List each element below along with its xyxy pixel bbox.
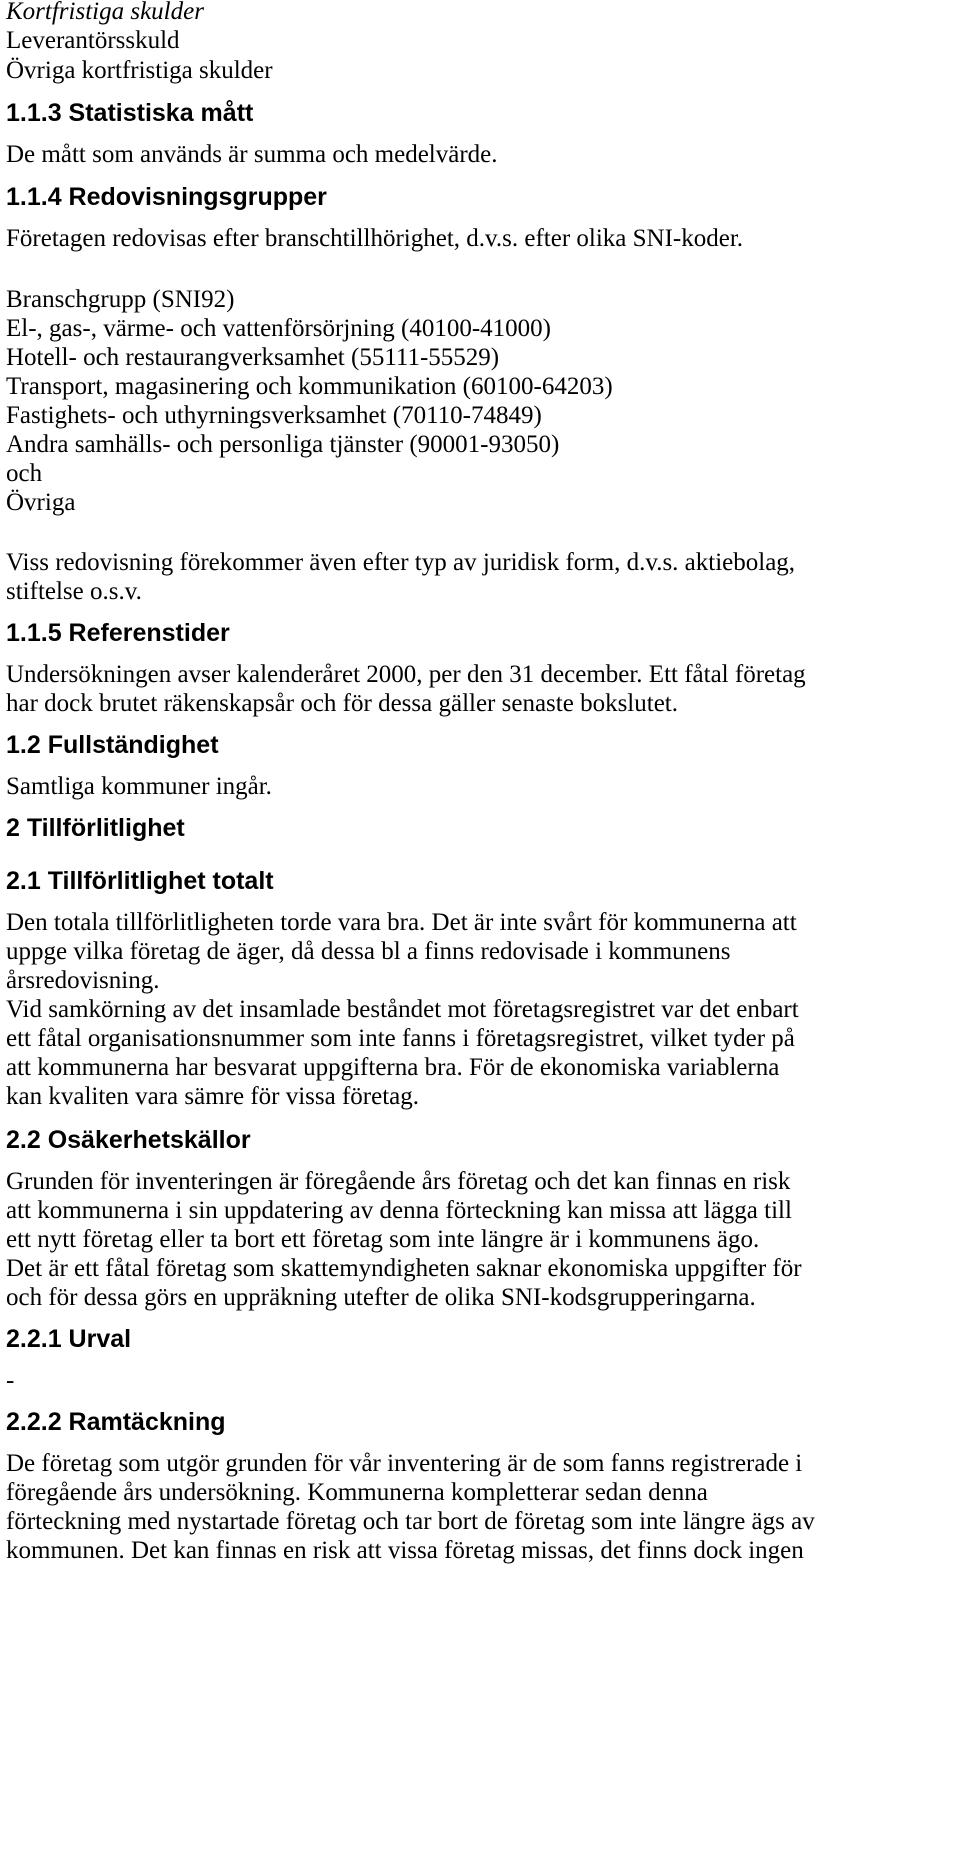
paragraph-line: och för dessa görs en uppräkning utefter de olika SNI-kodsgrupperingarna. (6, 1284, 756, 1311)
industry-group-line: Branschgrupp (SNI92) (6, 286, 235, 313)
paragraph-line: - (6, 1367, 15, 1394)
paragraph-line: årsredovisning. (6, 967, 160, 994)
paragraph-line: Vid samkörning av det insamlade beståndet mot företagsregistret var det enbart (6, 996, 799, 1023)
industry-group-line: och (6, 460, 43, 487)
paragraph-line: stiftelse o.s.v. (6, 578, 142, 605)
paragraph-line: uppge vilka företag de äger, då dessa bl a finns redovisade i kommunens (6, 938, 731, 965)
paragraph-line: Den totala tillförlitligheten torde vara bra. Det är inte svårt för kommunerna att (6, 909, 797, 936)
paragraph-line: Viss redovisning förekommer även efter typ av juridisk form, d.v.s. aktiebolag, (6, 549, 796, 576)
paragraph-line: kan kvaliten vara sämre för vissa företag. (6, 1083, 420, 1110)
industry-group-line: El-, gas-, värme- och vattenförsörjning (40100-41000) (6, 315, 551, 342)
industry-group-line: Transport, magasinering och kommunikation (60100-64203) (6, 373, 613, 400)
paragraph-line: kommunen. Det kan finnas en risk att vissa företag missas, det finns dock ingen (6, 1537, 804, 1564)
liability-item: Övriga kortfristiga skulder (6, 57, 273, 84)
paragraph-line: Undersökningen avser kalenderåret 2000, per den 31 december. Ett fåtal företag (6, 661, 806, 688)
industry-group-line: Fastighets- och uthyrningsverksamhet (70110-74849) (6, 402, 542, 429)
industry-group-line: Hotell- och restaurangverksamhet (55111-55529) (6, 344, 500, 371)
section-heading-1-1-4: 1.1.4 Redovisningsgrupper (6, 183, 327, 211)
paragraph-line: föregående års undersökning. Kommunerna kompletterar sedan denna (6, 1479, 708, 1506)
section-heading-1-1-5: 1.1.5 Referenstider (6, 619, 230, 647)
paragraph-line: Samtliga kommuner ingår. (6, 773, 272, 800)
industry-group-line: Andra samhälls- och personliga tjänster (90001-93050) (6, 431, 560, 458)
section-heading-1-1-3: 1.1.3 Statistiska mått (6, 99, 254, 127)
paragraph-line: ett nytt företag eller ta bort ett företag som inte längre är i kommunens ägo. (6, 1226, 760, 1253)
section-heading-2-2-1: 2.2.1 Urval (6, 1325, 132, 1353)
paragraph-line: förteckning med nystartade företag och tar bort de företag som inte längre ägs av (6, 1508, 815, 1535)
section-heading-2: 2 Tillförlitlighet (6, 814, 185, 842)
paragraph-line: Företagen redovisas efter branschtillhörighet, d.v.s. efter olika SNI-koder. (6, 225, 744, 252)
italic-subheading: Kortfristiga skulder (6, 0, 204, 25)
paragraph-line: Grunden för inventeringen är föregående års företag och det kan finnas en risk (6, 1168, 791, 1195)
industry-group-line: Övriga (6, 489, 76, 516)
paragraph-line: De företag som utgör grunden för vår inventering är de som fanns registrerade i (6, 1450, 803, 1477)
paragraph-line: att kommunerna har besvarat uppgifterna bra. För de ekonomiska variablerna (6, 1054, 780, 1081)
paragraph-line: Det är ett fåtal företag som skattemyndigheten saknar ekonomiska uppgifter för (6, 1255, 802, 1282)
liability-item: Leverantörsskuld (6, 27, 180, 54)
paragraph-line: har dock brutet räkenskapsår och för dessa gäller senaste bokslutet. (6, 690, 678, 717)
paragraph-line: ett fåtal organisationsnummer som inte fanns i företagsregistret, vilket tyder på (6, 1025, 795, 1052)
paragraph-line: att kommunerna i sin uppdatering av denna förteckning kan missa att lägga till (6, 1197, 792, 1224)
section-heading-2-1: 2.1 Tillförlitlighet totalt (6, 867, 274, 895)
section-heading-1-2: 1.2 Fullständighet (6, 731, 219, 759)
section-heading-2-2: 2.2 Osäkerhetskällor (6, 1126, 251, 1154)
section-heading-2-2-2: 2.2.2 Ramtäckning (6, 1408, 226, 1436)
paragraph-line: De mått som används är summa och medelvärde. (6, 141, 498, 168)
